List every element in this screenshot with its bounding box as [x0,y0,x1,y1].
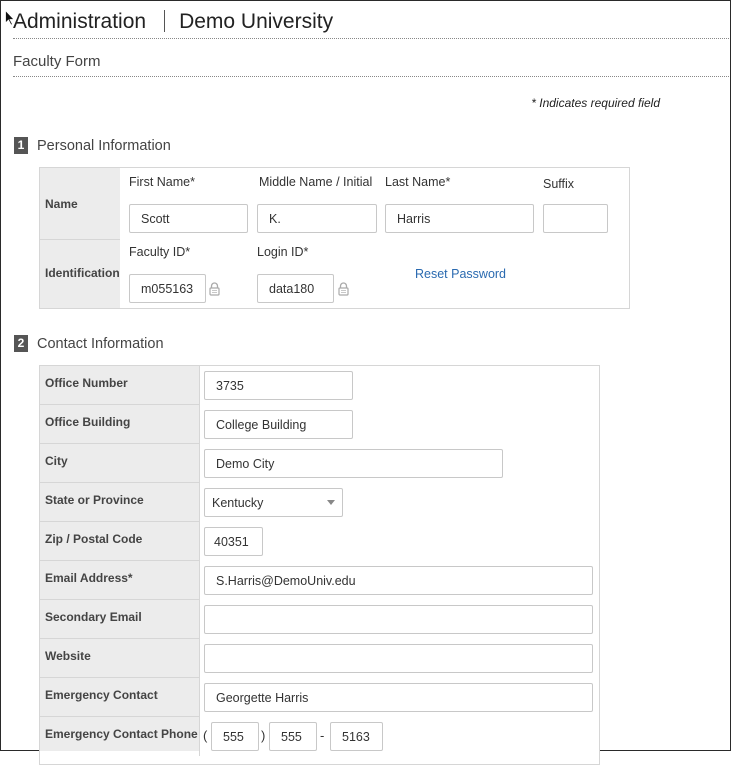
section-title: Contact Information [37,335,164,352]
first-name-field[interactable]: Scott [129,204,248,233]
last-name-label: Last Name* [385,175,451,189]
phone-open-paren: ( [203,728,208,743]
phone-area-code-field[interactable]: 555 [211,722,259,751]
reset-password-link[interactable]: Reset Password [415,267,507,281]
office-number-label: Office Number [40,366,199,405]
header-divider [164,10,165,32]
state-selected-value: Kentucky [212,495,264,510]
faculty-id-field: m055163 [129,274,206,303]
emergency-contact-label: Emergency Contact [40,678,199,717]
city-field[interactable]: Demo City [204,449,503,478]
website-field[interactable] [204,644,593,673]
column-divider [199,366,200,756]
zip-label: Zip / Postal Code [40,522,199,561]
login-id-field: data180 [257,274,334,303]
email-label: Email Address* [40,561,199,600]
subtitle-divider-line [13,76,729,77]
row-divider [40,239,120,240]
office-number-field[interactable]: 3735 [204,371,353,400]
last-name-field[interactable]: Harris [385,204,534,233]
name-row-label: Name [40,168,120,239]
page-header [13,10,333,34]
emergency-contact-field[interactable]: Georgette Harris [204,683,593,712]
website-label: Website [40,639,199,678]
middle-name-label: Middle Name / Initial [259,175,373,189]
org-name: Demo University [179,10,334,33]
lock-icon [209,282,220,296]
form-title: Faculty Form [13,53,101,70]
section-title: Personal Information [37,137,171,154]
suffix-field[interactable] [543,204,608,233]
state-select[interactable] [204,488,343,517]
secondary-email-label: Secondary Email [40,600,199,639]
faculty-id-label: Faculty ID* [129,245,191,259]
first-name-label: First Name* [129,175,195,189]
app-title: Administration [13,10,147,33]
phone-prefix-field[interactable]: 555 [269,722,317,751]
identification-row-label: Identification [40,240,120,308]
lock-icon [338,282,349,296]
header-divider-line [13,38,729,39]
required-field-note: * Indicates required field [531,96,660,110]
city-label: City [40,444,199,483]
office-building-field[interactable]: College Building [204,410,353,439]
middle-name-field[interactable]: K. [257,204,377,233]
email-field[interactable]: S.Harris@DemoUniv.edu [204,566,593,595]
phone-dash: - [320,728,325,743]
suffix-label: Suffix [543,177,575,191]
login-id-label: Login ID* [257,245,309,259]
zip-field[interactable]: 40351 [204,527,263,556]
section-number-badge: 2 [14,335,28,352]
emergency-phone-label: Emergency Contact Phone [40,717,199,751]
section-number-badge: 1 [14,137,28,154]
chevron-down-icon [327,500,335,505]
phone-close-paren: ) [261,728,266,743]
phone-line-field[interactable]: 5163 [330,722,383,751]
state-label: State or Province [40,483,199,522]
office-building-label: Office Building [40,405,199,444]
section-contact-information [14,335,164,352]
secondary-email-field[interactable] [204,605,593,634]
section-personal-information [14,137,171,154]
